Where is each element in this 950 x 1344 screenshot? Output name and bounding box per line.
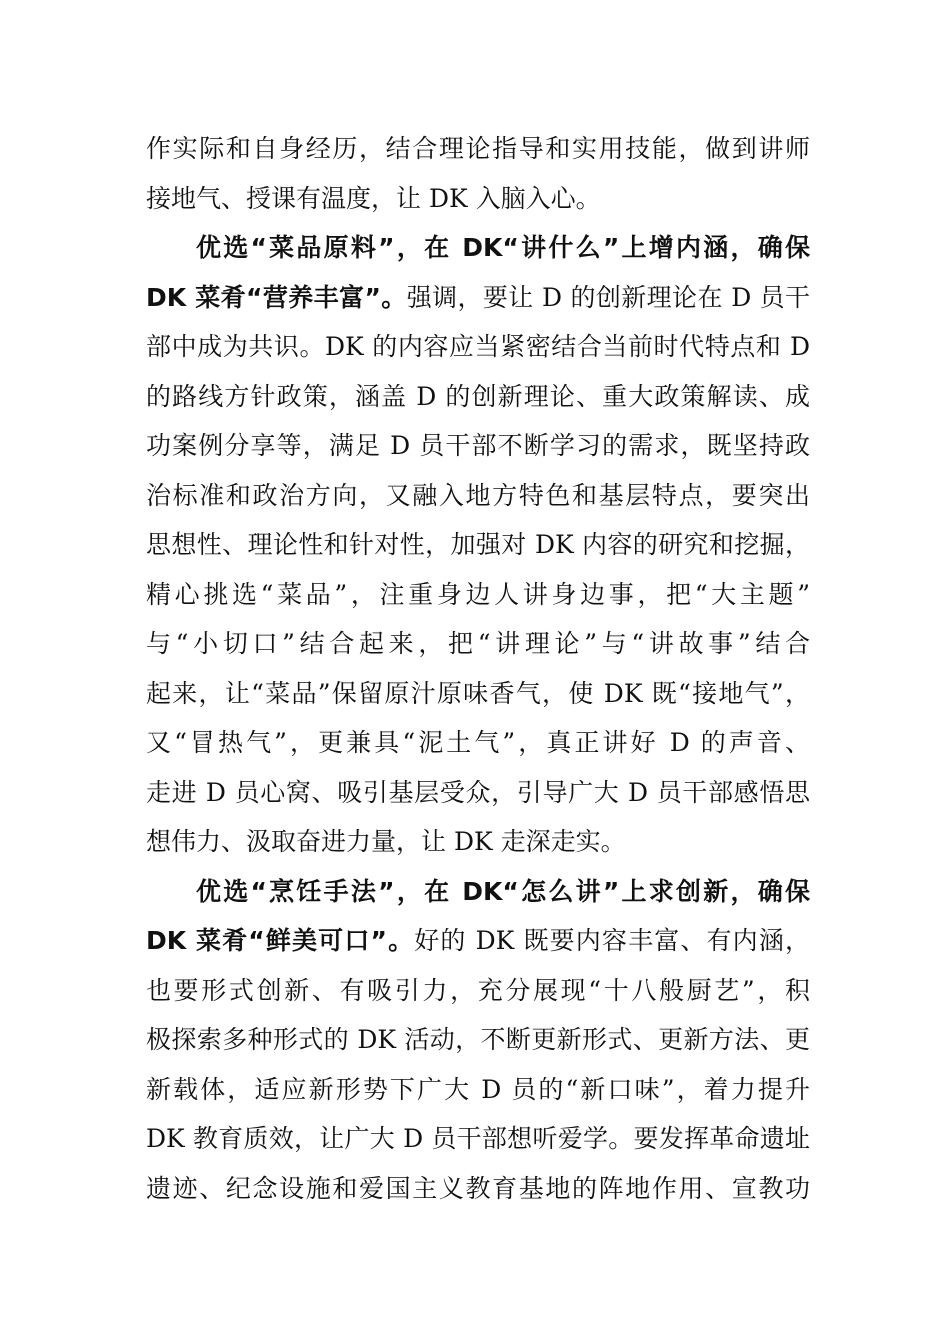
paragraph-line: 的路线方针政策，涵盖 D 的创新理论、重大政策解读、成 [146,381,810,411]
paragraph-text: 强调，要让 D 的创新理论在 D 员干 [406,282,810,312]
section-heading-continued: DK 菜肴“鲜美可口”。 [146,926,415,955]
paragraph-line: 作实际和自身经历，结合理论指导和实用技能，做到讲师 [146,134,810,163]
paragraph-line: 思想性、理论性和针对性，加强对 DK 内容的研究和挖掘， [146,530,810,559]
paragraph-line: 起来，让“菜品”保留原汁原味香气，使 DK 既“接地气”， [146,678,810,708]
paragraph-line: 精心挑选“菜品”，注重身边人讲身边事，把“大主题” [146,579,810,609]
paragraph-text: 好的 DK 既要内容丰富、有内涵， [414,926,810,955]
section-heading: 优选“烹饪手法”，在 DK“怎么讲”上求创新，确保 [196,876,810,906]
paragraph-line: 治标准和政治方向，又融入地方特色和基层特点，要突出 [146,480,810,510]
paragraph-line: 部中成为共识。DK 的内容应当紧密结合当前时代特点和 D [146,332,810,361]
paragraph-line: 又“冒热气”，更兼具“泥土气”，真正讲好 D 的声音、 [146,728,810,757]
section-heading-continued: DK 菜肴“营养丰富”。 [146,282,407,312]
paragraph-line: 遗迹、纪念设施和爱国主义教育基地的阵地作用、宣教功 [146,1173,810,1203]
paragraph-line: 与“小切口”结合起来，把“讲理论”与“讲故事”结合 [146,629,810,658]
paragraph-line: 想伟力、汲取奋进力量，让 DK 走深走实。 [146,827,626,856]
section-heading: 优选“菜品原料”，在 DK“讲什么”上增内涵，确保 [196,233,810,262]
paragraph-line: DK 教育质效，让广大 D 员干部想听爱学。要发挥革命遗址 [146,1124,810,1153]
paragraph-line: 走进 D 员心窝、吸引基层受众，引导广大 D 员干部感悟思 [146,777,810,807]
paragraph-line: 新载体，适应新形势下广大 D 员的“新口味”，着力提升 [146,1074,810,1104]
paragraph-line [146,273,810,323]
paragraph-line: 功案例分享等，满足 D 员干部不断学习的需求，既坚持政 [146,431,810,460]
paragraph-line: 接地气、授课有温度，让 DK 入脑入心。 [146,183,601,213]
paragraph-line [146,916,810,966]
paragraph-line: 极探索多种形式的 DK 活动，不断更新形式、更新方法、更 [146,1025,810,1054]
paragraph-line: 也要形式创新、有吸引力，充分展现“十八般厨艺”，积 [146,975,810,1005]
document-body [146,124,810,1213]
